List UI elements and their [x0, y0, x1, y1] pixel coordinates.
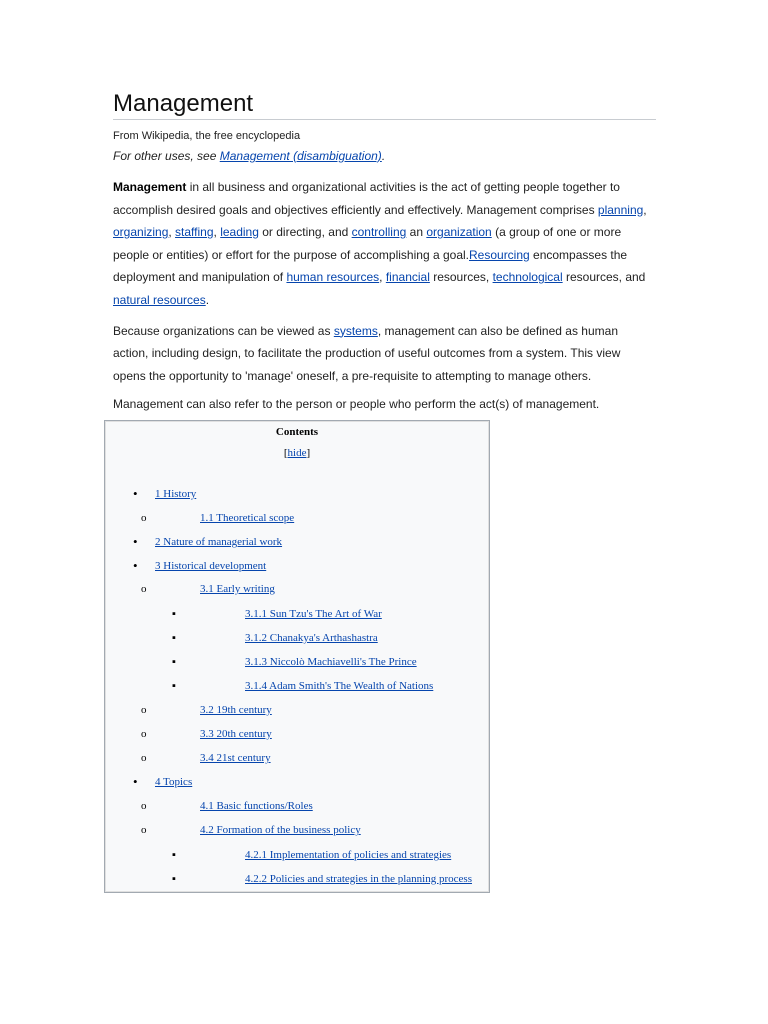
hatnote-suffix: .	[381, 149, 386, 163]
toc-item	[245, 630, 378, 646]
toc-link[interactable]: 3.4 21st century	[200, 752, 271, 764]
disambiguation-link[interactable]: Management (disambiguation)	[219, 149, 382, 163]
link-technological[interactable]: technological	[492, 270, 563, 285]
square-bullet-icon: ▪	[172, 849, 176, 861]
square-bullet-icon: ▪	[172, 680, 176, 692]
toc-link[interactable]: 4.2.1 Implementation of policies and strategies	[245, 849, 452, 861]
intro-text: or directing, and	[258, 225, 352, 240]
link-leading[interactable]: leading	[220, 225, 259, 240]
toc-item	[245, 847, 451, 863]
toc-item	[245, 678, 433, 694]
hatnote	[113, 148, 656, 165]
article	[113, 88, 656, 416]
disc-bullet-icon: •	[133, 774, 138, 789]
page-title: Management	[113, 88, 656, 120]
toc-link[interactable]: 3.1 Early writing	[200, 583, 275, 595]
link-planning[interactable]: planning	[597, 202, 644, 217]
hatnote-prefix: For other uses, see	[113, 149, 220, 163]
intro-text: ,	[643, 202, 647, 217]
intro-text: resources, and	[562, 270, 646, 285]
link-organizing[interactable]: organizing	[113, 225, 169, 240]
para-text: Because organizations can be viewed as	[113, 323, 334, 338]
intro-bold-term: Management	[113, 180, 187, 194]
toc-link[interactable]: 4 Topics	[155, 776, 193, 788]
intro-text: .	[205, 292, 210, 307]
toc-link[interactable]: 4.1 Basic functions/Roles	[200, 800, 313, 812]
toc-link[interactable]: 3.1.4 Adam Smith's The Wealth of Nations	[245, 680, 434, 692]
toc-item	[200, 702, 272, 718]
disc-bullet-icon: •	[133, 558, 138, 573]
circle-bullet-icon: o	[141, 824, 147, 836]
toc-hide-link[interactable]: hide	[287, 447, 307, 459]
toc-link[interactable]: 3.1.3 Niccolò Machiavelli's The Prince	[245, 656, 417, 668]
link-human-resources[interactable]: human resources	[286, 270, 380, 285]
link-systems[interactable]: systems	[333, 323, 378, 338]
disc-bullet-icon: •	[133, 534, 138, 549]
toc-hide-toggle	[105, 447, 489, 459]
toc-link[interactable]: 1.1 Theoretical scope	[200, 512, 295, 524]
circle-bullet-icon: o	[141, 583, 147, 595]
toc-link[interactable]: 3 Historical development	[155, 560, 267, 572]
toc-title: Contents	[275, 426, 319, 438]
circle-bullet-icon: o	[141, 512, 147, 524]
intro-text: an	[406, 225, 427, 240]
toc-link[interactable]: 3.2 19th century	[200, 704, 272, 716]
toc-link[interactable]: 2 Nature of managerial work	[155, 536, 283, 548]
toc-link[interactable]: 1 History	[155, 488, 197, 500]
toc-item	[155, 774, 192, 790]
table-of-contents	[104, 420, 490, 893]
intro-paragraph	[113, 176, 656, 312]
intro-text: encompasses the deployment and manipulation of	[113, 247, 628, 285]
circle-bullet-icon: o	[141, 728, 147, 740]
systems-paragraph	[113, 320, 656, 388]
toc-item	[245, 606, 382, 622]
site-subtitle: From Wikipedia, the free encyclopedia	[113, 130, 301, 142]
toc-item	[200, 581, 275, 597]
square-bullet-icon: ▪	[172, 873, 176, 885]
square-bullet-icon: ▪	[172, 608, 176, 620]
bracket-close: ]	[306, 447, 311, 459]
toc-item	[245, 871, 472, 887]
link-resourcing[interactable]: Resourcing	[469, 247, 530, 262]
square-bullet-icon: ▪	[172, 656, 176, 668]
disc-bullet-icon: •	[133, 486, 138, 501]
circle-bullet-icon: o	[141, 800, 147, 812]
intro-text: resources,	[429, 270, 493, 285]
link-controlling[interactable]: controlling	[351, 225, 407, 240]
intro-text: ,	[379, 270, 386, 285]
toc-link[interactable]: 3.3 20th century	[200, 728, 272, 740]
para-text: , management can also be defined as human action, including design, to facilitate the production of useful outcomes from a system. This view opens the opportunity to 'manage' oneself, a pre-requisite to attempting to manage others.	[113, 323, 621, 383]
toc-item	[245, 654, 417, 670]
link-organization[interactable]: organization	[426, 225, 492, 240]
toc-item	[155, 534, 282, 550]
link-financial[interactable]: financial	[385, 270, 430, 285]
toc-item	[155, 558, 266, 574]
person-paragraph: Management can also refer to the person or people who perform the act(s) of management.	[113, 397, 600, 412]
toc-link[interactable]: 3.1.2 Chanakya's Arthashastra	[245, 632, 378, 644]
toc-link[interactable]: 4.2.2 Policies and strategies in the planning process	[245, 873, 472, 885]
toc-item	[200, 822, 361, 838]
toc-item	[155, 486, 196, 502]
bracket-open: [	[283, 447, 288, 459]
toc-item	[200, 726, 272, 742]
intro-text: ,	[213, 225, 221, 240]
toc-item	[200, 750, 271, 766]
toc-link[interactable]: 4.2 Formation of the business policy	[200, 824, 361, 836]
intro-text: ,	[168, 225, 176, 240]
intro-text: in all business and organizational activities is the act of getting people together to accomplish desired goals and objectives efficiently and effectively. Management comprises	[113, 180, 620, 217]
circle-bullet-icon: o	[141, 752, 147, 764]
circle-bullet-icon: o	[141, 704, 147, 716]
toc-link[interactable]: 3.1.1 Sun Tzu's The Art of War	[245, 608, 382, 620]
intro-text: (a group of one or more people or entities) or effort for the purpose of accomplishing a goal.	[113, 225, 622, 262]
toc-item	[200, 798, 313, 814]
link-natural-resources[interactable]: natural resources	[113, 292, 206, 307]
square-bullet-icon: ▪	[172, 632, 176, 644]
toc-item	[200, 510, 294, 526]
link-staffing[interactable]: staffing	[175, 225, 214, 240]
